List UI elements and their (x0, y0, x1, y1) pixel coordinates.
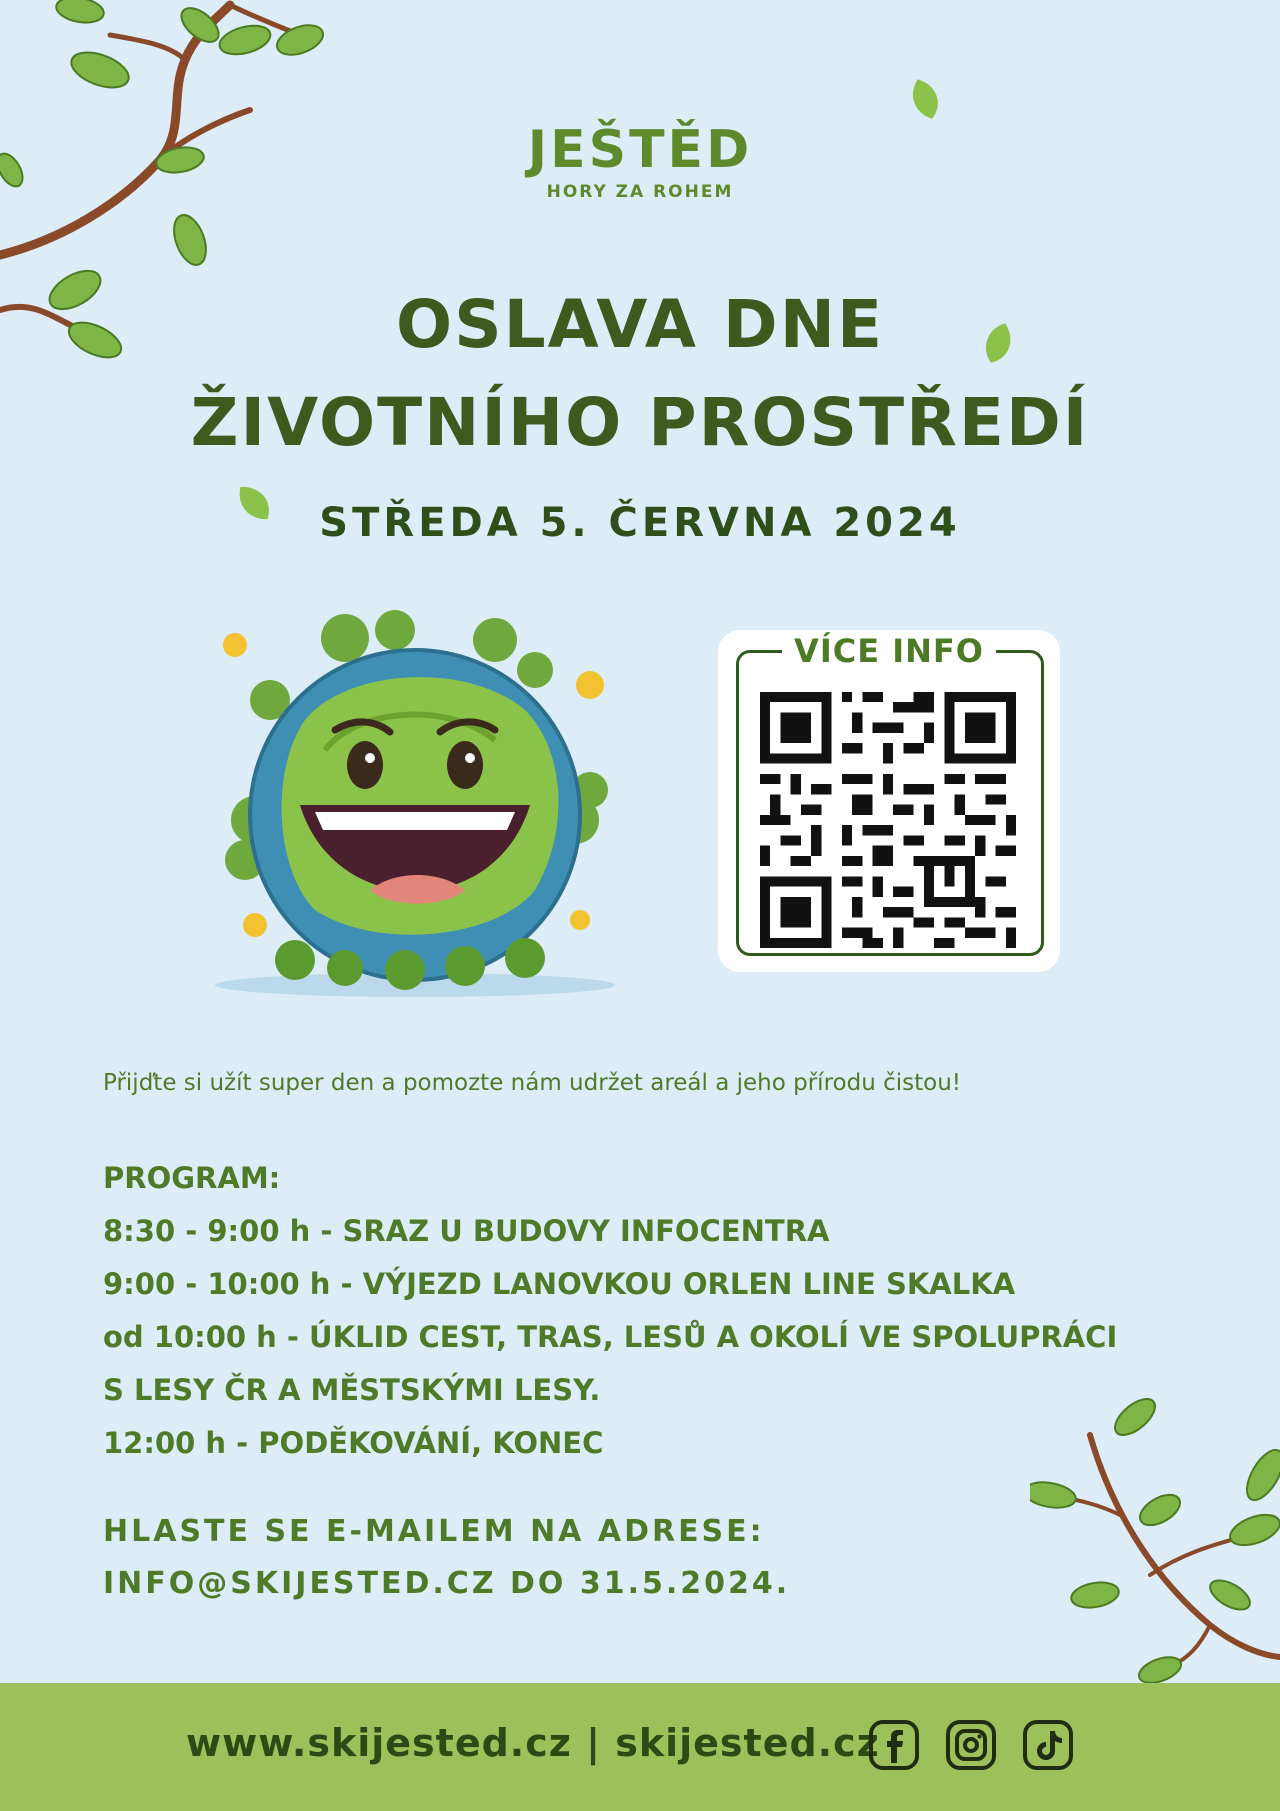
tiktok-icon[interactable] (1022, 1719, 1074, 1771)
qr-code-card[interactable] (718, 630, 1060, 972)
floating-leaf-decoration (905, 76, 945, 122)
invitation-text: Přijďte si užít super den a pomozte nám udržet areál a jeho přírodu čistou! (103, 1070, 961, 1096)
website-link[interactable]: www.skijested.cz | skijested.cz (186, 1721, 880, 1765)
qr-label: VÍCE INFO (782, 632, 996, 670)
facebook-icon[interactable] (868, 1719, 920, 1771)
registration-email[interactable]: INFO@SKIJESTED.CZ DO 31.5.2024. (103, 1566, 791, 1601)
program-line: 9:00 - 10:00 h - VÝJEZD LANOVKOU ORLEN LINE SKALKA (103, 1267, 1016, 1301)
program-line: od 10:00 h - ÚKLID CEST, TRAS, LESŮ A OKOLÍ VE SPOLUPRÁCI (103, 1320, 1118, 1354)
registration-line-1: HLASTE SE E-MAILEM NA ADRESE: (103, 1514, 765, 1549)
footer-bar (0, 1683, 1280, 1811)
logo-tagline: HORY ZA ROHEM (546, 182, 734, 202)
program-line: 12:00 h - PODĚKOVÁNÍ, KONEC (103, 1426, 604, 1460)
program-line: S LESY ČR A MĚSTSKÝMI LESY. (103, 1373, 601, 1407)
program-line: 8:30 - 9:00 h - SRAZ U BUDOVY INFOCENTRA (103, 1214, 830, 1248)
event-date: STŘEDA 5. ČERVNA 2024 (319, 500, 961, 546)
smiling-earth-illustration (195, 590, 635, 1010)
branch-bottom-right-decoration (1030, 1395, 1280, 1685)
logo-name: JEŠTĚD (527, 120, 753, 180)
instagram-icon[interactable] (945, 1719, 997, 1771)
qr-code-icon[interactable] (760, 692, 1016, 948)
page-title-line-2: ŽIVOTNÍHO PROSTŘEDÍ (190, 384, 1090, 461)
page-title-line-1: OSLAVA DNE (395, 286, 885, 363)
program-heading: PROGRAM: (103, 1161, 281, 1195)
logo (0, 122, 1280, 202)
